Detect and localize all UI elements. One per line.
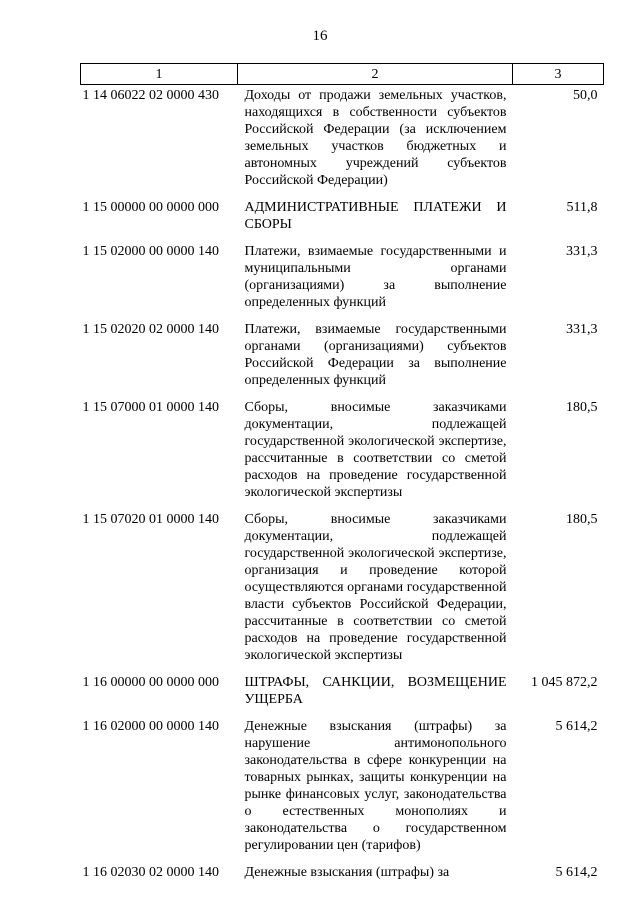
revenue-name: Платежи, взимаемые государственными органами (организациями) субъектов Российской Федерации за выполнение определенных функций: [244, 322, 507, 388]
revenue-name: Сборы, вносимые заказчиками документации, подлежащей государственной экологической экспертизе, рассчитанные в соответствии со сметой расходов на проведение государственной экологической экспертизы: [244, 400, 507, 500]
revenue-code: 1 15 02020 02 0000 140: [82, 322, 219, 337]
revenue-name: Доходы от продажи земельных участков, находящихся в собственности субъектов Российской Федерации (за исключением земельных участков бюджетных и автономных учреждений субъектов Российской Федерации): [244, 88, 507, 188]
revenue-code: 1 15 02000 00 0000 140: [82, 244, 219, 259]
revenue-name: ШТРАФЫ, САНКЦИИ, ВОЗМЕЩЕНИЕ УЩЕРБА: [244, 675, 507, 707]
revenue-amount: 5 614,2: [555, 719, 598, 734]
revenue-amount: 331,3: [566, 244, 598, 259]
revenue-amount: 180,5: [566, 400, 598, 415]
revenue-amount: 511,8: [566, 200, 598, 215]
table-row: [81, 397, 604, 509]
table-row: [81, 716, 604, 862]
budget-revenue-table: [80, 63, 604, 889]
revenue-amount: 331,3: [566, 322, 598, 337]
table-row: [81, 319, 604, 397]
table-row: [81, 509, 604, 672]
revenue-name: Сборы, вносимые заказчиками документации, подлежащей государственной экологической экспертизе, организация и проведение которой осуществляются органами государственной власти субъектов Российской Федерации, рассчитанные в соответствии со сметой расходов на проведение государственной экологической экспертизы: [244, 512, 507, 663]
table-row: [81, 672, 604, 716]
revenue-amount: 1 045 872,2: [531, 675, 598, 690]
revenue-code: 1 15 00000 00 0000 000: [82, 200, 219, 215]
revenue-code: 1 16 00000 00 0000 000: [82, 675, 219, 690]
revenue-code: 1 15 07020 01 0000 140: [82, 512, 219, 527]
revenue-name: АДМИНИСТРАТИВНЫЕ ПЛАТЕЖИ И СБОРЫ: [244, 200, 507, 232]
revenue-name: Денежные взыскания (штрафы) за: [244, 865, 450, 880]
column-header-name: 2: [238, 64, 513, 85]
revenue-amount: 180,5: [566, 512, 598, 527]
table-row: [81, 85, 604, 198]
table-row: [81, 862, 604, 889]
column-header-code: 1: [81, 64, 238, 85]
page-number: 16: [312, 28, 328, 44]
table-row: [81, 241, 604, 319]
revenue-amount: 50,0: [573, 88, 598, 103]
column-header-amount: 3: [513, 64, 604, 85]
table-row: [81, 197, 604, 241]
table-header-row: [81, 64, 604, 85]
revenue-code: 1 14 06022 02 0000 430: [82, 88, 219, 103]
revenue-code: 1 16 02030 02 0000 140: [82, 865, 219, 880]
revenue-name: Денежные взыскания (штрафы) за нарушение антимонопольного законодательства в сфере конкуренции на товарных рынках, защиты конкуренции на рынке финансовых услуг, законодательства о естественных монополиях и законодательства о государственном регулировании цен (тарифов): [244, 719, 507, 853]
revenue-code: 1 16 02000 00 0000 140: [82, 719, 219, 734]
revenue-code: 1 15 07000 01 0000 140: [82, 400, 219, 415]
revenue-amount: 5 614,2: [555, 865, 598, 880]
revenue-name: Платежи, взимаемые государственными и муниципальными органами (организациями) за выполнение определенных функций: [244, 244, 507, 310]
